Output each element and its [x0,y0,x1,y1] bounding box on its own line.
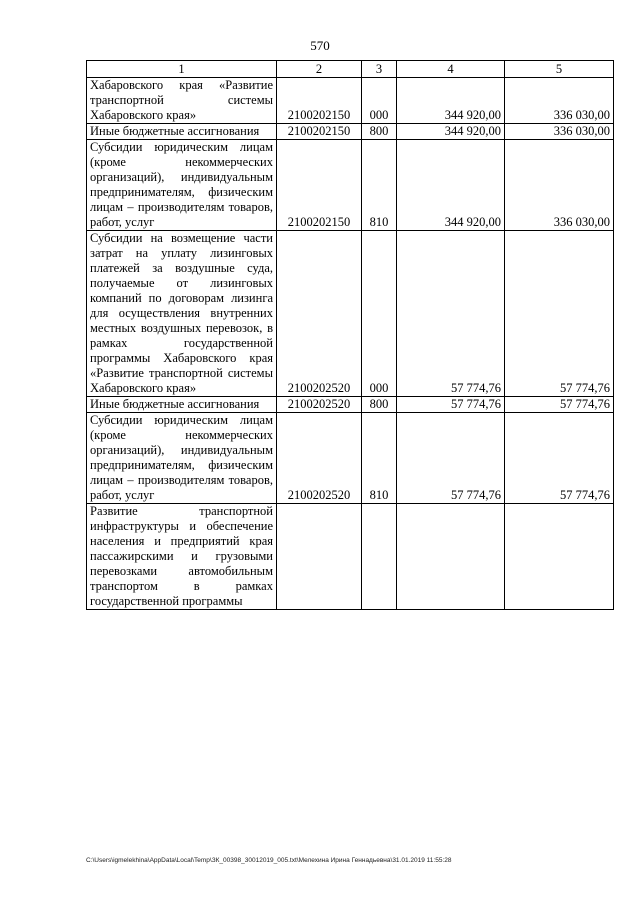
row-amount-1 [397,504,505,610]
row-amount-2: 57 774,76 [505,231,614,397]
row-type: 000 [362,231,397,397]
row-code: 2100202520 [277,413,362,504]
row-amount-2: 336 030,00 [505,140,614,231]
budget-table [86,60,614,610]
row-code: 2100202150 [277,78,362,124]
row-description: Иные бюджетные ассигнования [87,124,277,140]
header-col-5: 5 [505,61,614,78]
row-description: Субсидии юридическим лицам (кроме некоммерческих организаций), индивидуальным предпринимателям, физическим лицам – производителям товаров, работ, услуг [87,140,277,231]
row-type: 800 [362,397,397,413]
row-amount-1: 344 920,00 [397,140,505,231]
header-col-2: 2 [277,61,362,78]
row-amount-1: 57 774,76 [397,231,505,397]
table-row [87,78,614,124]
row-description: Хабаровского края «Развитие транспортной системы Хабаровского края» [87,78,277,124]
table-row [87,231,614,397]
row-amount-2 [505,504,614,610]
row-type: 810 [362,413,397,504]
table-row [87,504,614,610]
table-row [87,413,614,504]
row-code: 2100202520 [277,231,362,397]
row-description: Иные бюджетные ассигнования [87,397,277,413]
row-amount-2: 57 774,76 [505,397,614,413]
table-row [87,124,614,140]
table-row [87,397,614,413]
page-number: 570 [310,38,330,53]
row-code: 2100202520 [277,397,362,413]
row-code: 2100202150 [277,140,362,231]
row-description: Субсидии юридическим лицам (кроме некоммерческих организаций), индивидуальным предпринимателям, физическим лицам – производителям товаров, работ, услуг [87,413,277,504]
row-type: 800 [362,124,397,140]
header-col-3: 3 [362,61,397,78]
table-row [87,140,614,231]
row-amount-2: 336 030,00 [505,124,614,140]
row-type: 000 [362,78,397,124]
row-amount-2: 336 030,00 [505,78,614,124]
row-amount-2: 57 774,76 [505,413,614,504]
row-amount-1: 57 774,76 [397,413,505,504]
row-amount-1: 57 774,76 [397,397,505,413]
row-type: 810 [362,140,397,231]
header-row [87,61,614,78]
header-col-1: 1 [87,61,277,78]
row-amount-1: 344 920,00 [397,124,505,140]
row-description: Субсидии на возмещение части затрат на уплату лизинговых платежей за воздушные суда, получаемые от лизинговых компаний по договорам лизинга для осуществления внутренних местных воздушных перевозок, в рамках государственной программы Хабаровского края «Развитие транспортной системы Хабаровского края» [87,231,277,397]
row-code: 2100202150 [277,124,362,140]
row-type [362,504,397,610]
row-amount-1: 344 920,00 [397,78,505,124]
file-path-footer: C:\Users\igmelekhina\AppData\Local\Temp\ЗК_00398_30012019_005.txt\Мелехина Ирина Геннадьевна\31.01.2019 11:55:28 [86,857,452,864]
row-code [277,504,362,610]
row-description: Развитие транспортной инфраструктуры и обеспечение населения и предприятий края пассажирскими и грузовыми перевозками автомобильным транспортом в рамках государственной программы [87,504,277,610]
header-col-4: 4 [397,61,505,78]
